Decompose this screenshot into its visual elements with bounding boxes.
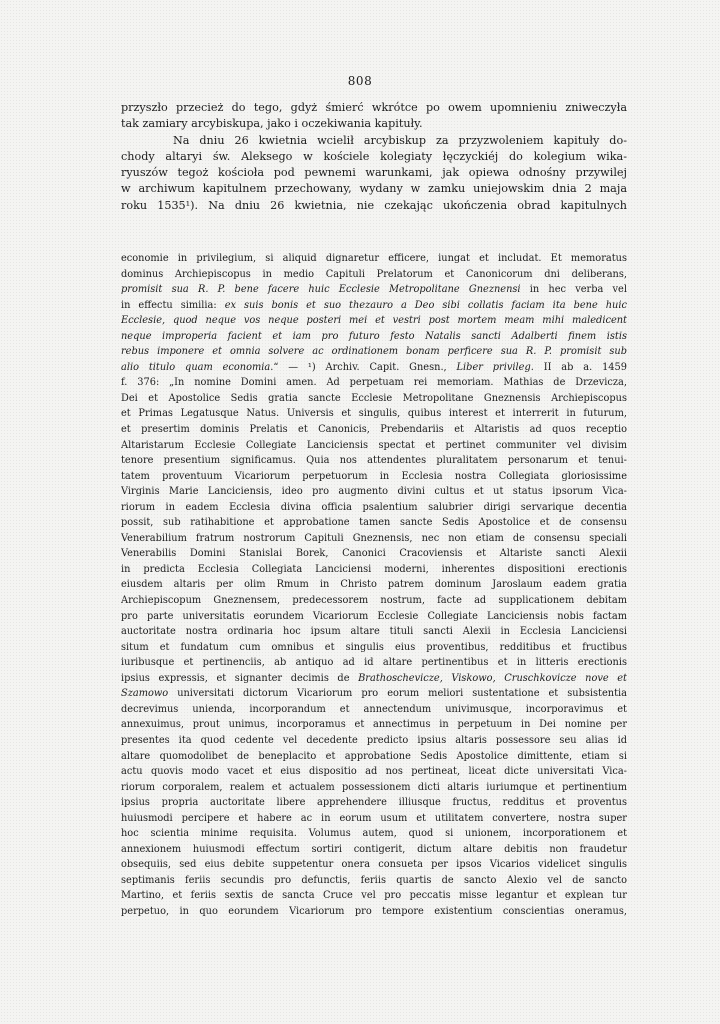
footnote-line	[121, 469, 627, 485]
footnote-line	[121, 344, 627, 360]
footnote-segment: situm et fundatum cum omnibus et singulis eius proventibus, redditibus et fructibus	[121, 641, 627, 653]
footnote-italic-segment: promisit sua R. P. bene facere huic Ecclesie Metropolitane Gneznensi	[121, 284, 521, 296]
footnote-segment: decrevimus unienda, incorporandum et annectendum univimusque, incorporavimus et	[121, 703, 627, 715]
footnote-italic-segment: Liber privileg.	[456, 361, 534, 373]
main-text-line: chody altaryi św. Aleksego w kościele kolegiaty łęczyckiéj do kolegium wika-	[121, 149, 627, 163]
footnote-line	[121, 406, 627, 422]
footnote-line	[121, 749, 627, 765]
footnote-line	[121, 826, 627, 842]
footnote-line	[121, 438, 627, 454]
footnote-segment: riorum corporalem, realem et actualem possessionem dicti altaris iuriumque et pertinentium	[121, 781, 627, 793]
footnote-line	[121, 795, 627, 811]
footnote-segment: tatem proventuum Vicariorum perpetuorum in Ecclesia nostra Collegiata gloriosissime	[121, 470, 627, 482]
footnote-segment: et Primas Legatusque Natus. Universis et singulis, quibus interest et interrerit in futurum,	[121, 408, 627, 420]
footnote-line	[121, 609, 627, 625]
footnote-line	[121, 593, 627, 609]
footnote-segment: hoc scientia minime requisita. Volumus autem, quod si unionem, incorporationem et	[121, 828, 627, 840]
main-text	[121, 100, 627, 214]
footnotes	[121, 251, 627, 920]
main-text-line: Na dniu 26 kwietnia wcielił arcybiskup za przyzwoleniem kapituły do-	[173, 133, 627, 147]
footnote-segment: Dei et Apostolice Sedis gratia sancte Ecclesie Metropolitane Gneznensis Archiepiscopus	[121, 392, 627, 404]
footnote-line	[121, 624, 627, 640]
footnote-line	[121, 329, 627, 345]
footnote-segment: in predicta Ecclesia Collegiata Lanciciensi moderni, inherentes dispositioni erectionis	[121, 563, 627, 575]
footnote-italic-segment: Brathoschevicze, Viskowo, Cruschkovicze nove et	[358, 672, 627, 684]
footnote-line	[121, 888, 627, 904]
footnote-line	[121, 577, 627, 593]
footnote-line	[121, 873, 627, 889]
footnote-segment: universitati dictorum Vicariorum pro eorum meliori sustentatione et subsistentia	[168, 688, 627, 700]
footnote-segment: in effectu similia:	[121, 299, 225, 311]
footnote-italic-segment: alio titulo quam economia	[121, 361, 271, 373]
footnote-line	[121, 733, 627, 749]
footnote-italic-segment: Ecclesie, quod neque vos neque posteri mei et vestri post mortem meam mihi maledicent	[121, 315, 627, 327]
footnote-line	[121, 282, 627, 298]
footnote-segment: Altaristarum Ecclesie Collegiate Lanciciensis spectat et pertinet communiter vel divisim	[121, 439, 627, 451]
footnote-line	[121, 811, 627, 827]
footnote-segment: septimanis feriis secundis pro defunctis, feriis quartis de sancto Alexio vel de sancto	[121, 874, 627, 886]
footnote-segment: annexionem huiusmodi effectum sortiri contigerit, dictum altare debitis non fraudetur	[121, 843, 627, 855]
footnote-line	[121, 500, 627, 516]
footnote-segment: altare quomodolibet de beneplacito et approbatione Sedis Apostolice dimittente, etiam si	[121, 750, 627, 762]
footnote-line	[121, 904, 627, 920]
footnote-segment: actu quovis modo vacet et eius dispositio ad nos pertineat, liceat dicte universitati Vica-	[121, 766, 627, 778]
footnote-line	[121, 686, 627, 702]
footnote-line	[121, 717, 627, 733]
footnote-line	[121, 780, 627, 796]
footnote-italic-segment: rebus imponere et omnia solvere ac ordinationem bonam perficere sua R. P. promisit sub	[121, 346, 627, 358]
footnote-line	[121, 857, 627, 873]
footnote-segment: auctoritate nostra ordinaria hoc ipsum altare tituli sancti Alexii in Ecclesia Lanciciensi	[121, 626, 627, 638]
footnote-italic-segment: ex suis bonis et suo thezauro a Deo sibi collatis faciam ita bene huic	[224, 299, 627, 311]
footnote-segment: economie in privilegium, si aliquid dignaretur efficere, iungat et includat. Et memoratus	[121, 253, 627, 264]
footnote-segment: Martino, et feriis sextis de sancta Cruce vel pro peccatis misse legantur et explean tur	[121, 890, 627, 902]
footnote-segment: f. 376: „In nomine Domini amen. Ad perpetuam rei memoriam. Mathias de Drzevicza,	[121, 377, 627, 389]
footnote-segment: obsequiis, sed eius debite suppetentur onera consueta per ipsos Vicarios videlicet singulis	[121, 859, 627, 871]
footnote-line	[121, 546, 627, 562]
footnote-segment: tenore presentium significamus. Quia nos attendentes pluralitatem personarum et tenui-	[121, 455, 627, 467]
footnote-segment: huiusmodi percipere et habere ac in eorum usum et utilitatem convertere, nostra super	[121, 812, 627, 824]
footnote-segment: et presertim dominis Prelatis et Canonicis, Prebendariis et Altaristis ad quos receptio	[121, 424, 627, 436]
footnote-line	[121, 562, 627, 578]
page-number: 808	[347, 74, 373, 88]
footnote-line	[121, 515, 627, 531]
footnote-line	[121, 251, 627, 267]
footnote-line	[121, 484, 627, 500]
footnote-line	[121, 842, 627, 858]
footnote-segment: dominus Archiepiscopus in medio Capituli Prelatorum et Canonicorum dni deliberans,	[121, 268, 627, 280]
footnote-line	[121, 298, 627, 314]
main-text-line: ryuszów tegoż kościoła pod pewnemi warunkami, jak opiewa odnośny przywilej	[121, 166, 627, 180]
footnote-line	[121, 391, 627, 407]
footnote-segment: perpetuo, in quo eorundem Vicariorum pro tempore existentium conscientias oneramus,	[121, 905, 627, 917]
footnote-segment: pro parte universitatis eorundem Vicariorum Ecclesie Collegiate Lanciciensis nobis factam	[121, 610, 627, 622]
footnote-segment: annexuimus, prout unimus, incorporamus et annectimus in perpetuum in Dei nomine per	[121, 719, 627, 731]
footnote-line	[121, 313, 627, 329]
footnote-segment: Archiepiscopum Gneznensem, predecessorem nostrum, facte ad supplicationem debitam	[121, 595, 627, 607]
footnote-segment: II ab a. 1459	[533, 361, 627, 373]
footnote-line	[121, 640, 627, 656]
footnote-line	[121, 360, 627, 376]
footnote-segment: in hec verba vel	[520, 284, 627, 296]
main-text-line: roku 1535¹). Na dniu 26 kwietnia, nie czekając ukończenia obrad kapitulnych	[121, 198, 627, 212]
footnote-line	[121, 655, 627, 671]
footnote-segment: ipsius expressis, et signanter decimis de	[121, 672, 359, 684]
footnote-segment: .“ — ¹) Archiv. Capit. Gnesn.,	[270, 361, 457, 373]
footnote-segment: iuribusque et pertinenciis, ab antiquo ad id altare pertinentibus et in litteris erectionis	[121, 657, 627, 669]
footnote-line	[121, 267, 627, 283]
main-text-line: tak zamiary arcybiskupa, jako i oczekiwania kapituły.	[121, 117, 423, 131]
footnote-line	[121, 671, 627, 687]
footnote-line	[121, 531, 627, 547]
footnote-line	[121, 375, 627, 391]
footnote-line	[121, 422, 627, 438]
footnote-segment: ipsius propria auctoritate libere apprehendere illiusque fructus, redditus et proventus	[121, 797, 627, 809]
footnote-segment: eiusdem altaris per olim Rmum in Christo patrem dominum Jaroslaum eadem gratia	[121, 579, 627, 591]
footnote-line	[121, 764, 627, 780]
footnote-segment: Venerabilium fratrum nostrorum Capituli Gneznensis, nec non etiam de consensu speciali	[121, 532, 627, 544]
footnote-segment: riorum in eadem Ecclesia divina officia psalentium salubrier dirigi servarique decentia	[121, 501, 627, 513]
footnote-italic-segment: Szamowo	[121, 688, 169, 700]
footnote-segment: Virginis Marie Lanciciensis, ideo pro augmento divini cultus et ut status ipsorum Vica-	[121, 486, 627, 498]
main-text-line: przyszło przecież do tego, gdyż śmierć wkrótce po owem upomnieniu zniweczyła	[121, 101, 627, 114]
footnote-line	[121, 702, 627, 718]
footnote-segment: Venerabilis Domini Stanislai Borek, Canonici Cracoviensis et Altariste sancti Alexii	[121, 548, 627, 560]
main-text-line: w archiwum kapitulnem przechowany, wydany w zamku uniejowskim dnia 2 maja	[121, 182, 627, 196]
footnote-line	[121, 453, 627, 469]
footnote-italic-segment: neque improperia facient et iam pro futuro festo Natalis sancti Adalberti finem istis	[121, 330, 627, 342]
footnote-segment: possit, sub ratihabitione et approbatione tamen sancte Sedis Apostolice et de consensu	[121, 517, 627, 529]
footnote-segment: presentes ita quod cedente vel decedente predicto ipsius altaris possessore seu alias id	[121, 734, 627, 746]
